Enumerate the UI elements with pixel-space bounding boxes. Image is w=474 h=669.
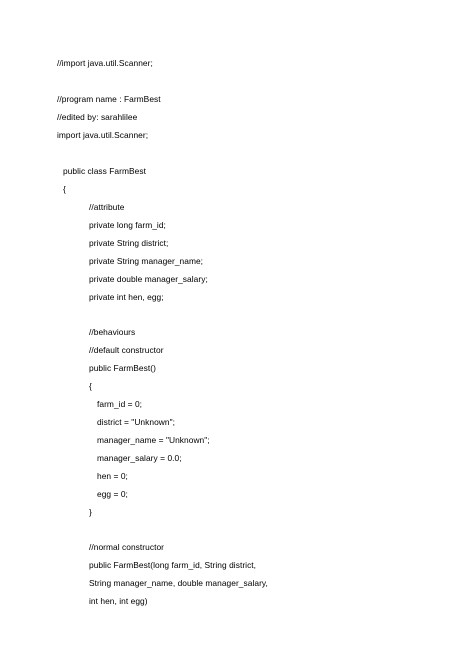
code-line: private String district; (89, 238, 169, 248)
code-line: //attribute (89, 202, 125, 212)
code-line: //edited by: sarahlilee (57, 112, 138, 122)
code-line: private long farm_id; (89, 220, 166, 230)
code-line: int hen, int egg) (89, 596, 148, 606)
code-line: import java.util.Scanner; (57, 130, 149, 140)
code-line: //normal constructor (89, 542, 165, 552)
code-line: String manager_name, double manager_salary, (89, 578, 268, 588)
code-line: public class FarmBest (63, 166, 146, 176)
code-line: hen = 0; (97, 471, 128, 481)
code-line: manager_salary = 0.0; (97, 453, 182, 463)
code-line: { (89, 381, 92, 391)
code-line: //import java.util.Scanner; (57, 58, 153, 68)
code-line: //default constructor (89, 345, 164, 355)
code-line: { (63, 184, 66, 194)
code-line: egg = 0; (97, 489, 128, 499)
code-line: public FarmBest() (89, 363, 156, 373)
code-line: manager_name = "Unknown"; (97, 435, 210, 445)
code-line: //behaviours (89, 327, 136, 337)
code-line: district = "Unknown"; (97, 417, 175, 427)
code-line: private String manager_name; (89, 256, 204, 266)
code-line: farm_id = 0; (97, 399, 143, 409)
code-line: private int hen, egg; (89, 292, 164, 302)
code-line: private double manager_salary; (89, 274, 208, 284)
code-line: public FarmBest(long farm_id, String district, (89, 560, 257, 570)
code-line: //program name : FarmBest (57, 94, 161, 104)
code-line: } (89, 507, 92, 517)
